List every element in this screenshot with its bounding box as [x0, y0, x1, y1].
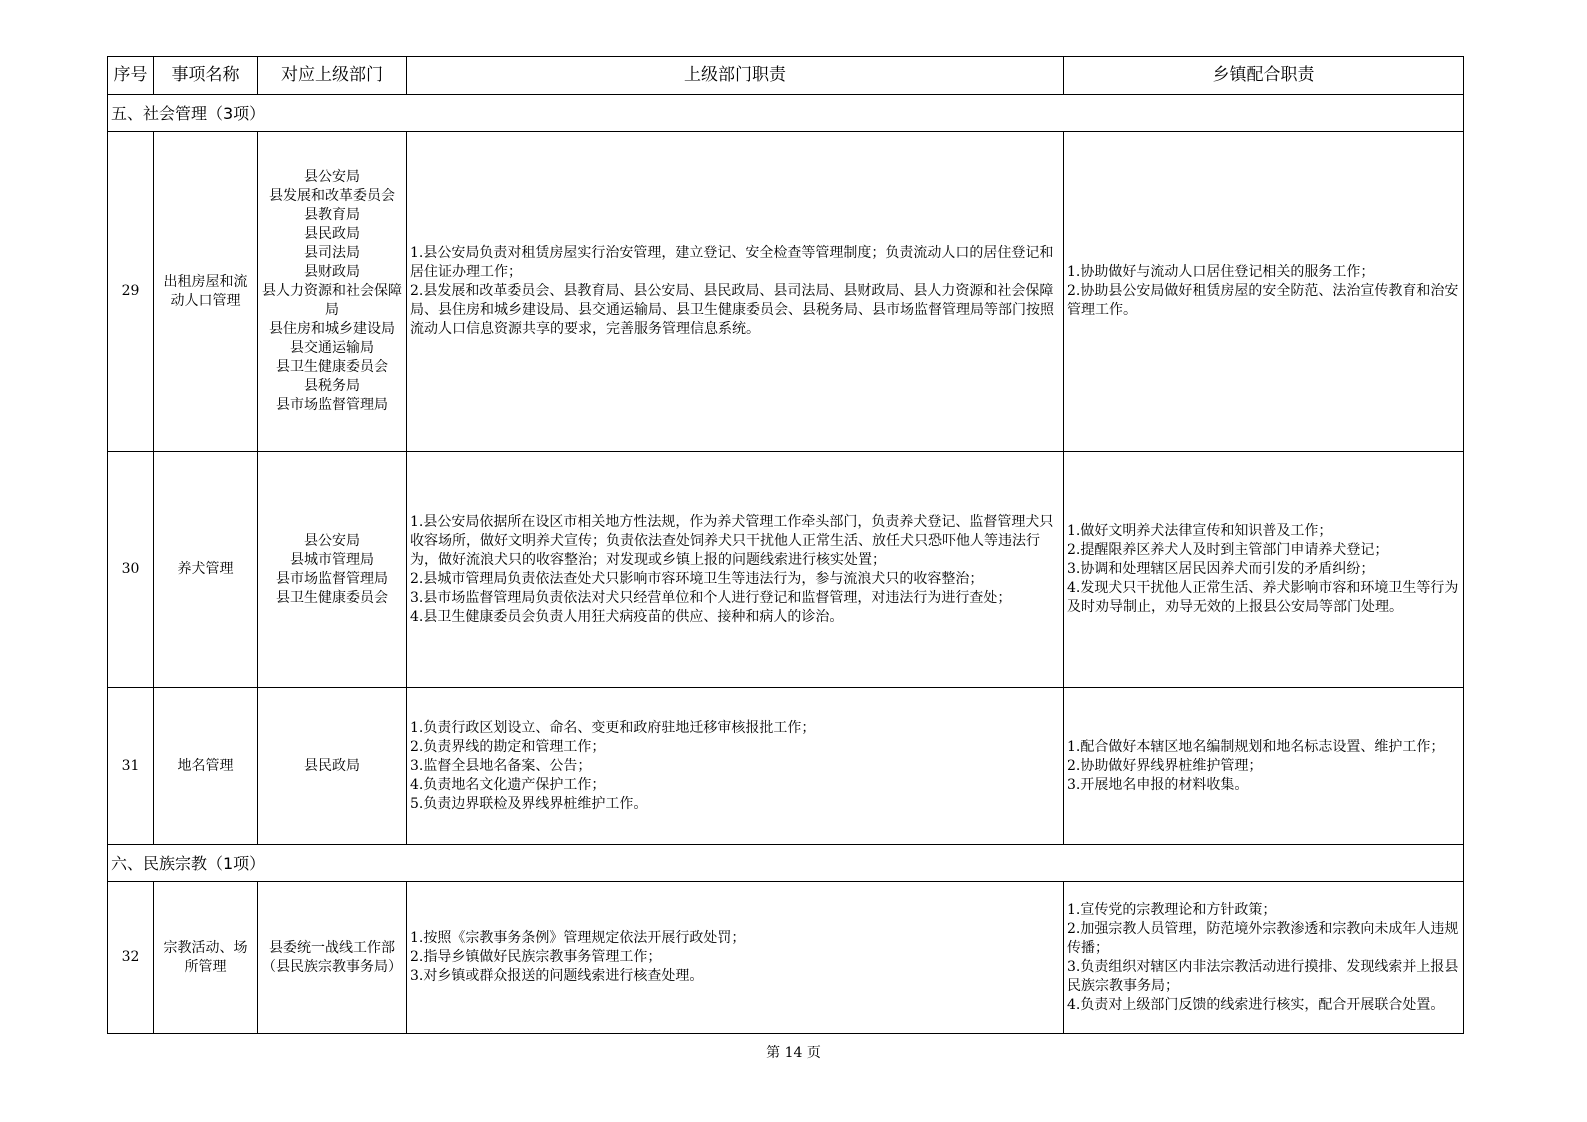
dept-line: 县委统一战线工作部（县民族宗教事务局）: [262, 939, 402, 975]
dept-line: 县市场监督管理局: [276, 570, 388, 587]
dept-line: 县财政局: [304, 264, 360, 280]
header-seq: 序号: [108, 57, 154, 95]
duty-line: 1.县公安局负责对租赁房屋实行治安管理，建立登记、安全检查等管理制度；负责流动人口的居住登记和居住证办理工作；: [410, 245, 1054, 280]
duty-line: 3.协调和处理辖区居民因养犬而引发的矛盾纠纷；: [1067, 561, 1375, 577]
section-title: 五、社会管理（3项）: [108, 95, 1464, 132]
responsibility-table: [107, 56, 1464, 1034]
table-row: [108, 688, 1464, 845]
duty-line: 1.做好文明养犬法律宣传和知识普及工作；: [1067, 523, 1333, 539]
page-number: 第 14 页: [766, 1045, 821, 1061]
table-row: [108, 132, 1464, 452]
dept-line: 县税务局: [304, 378, 360, 394]
dept-line: 县住房和城乡建设局: [269, 321, 395, 337]
header-name: 事项名称: [154, 57, 258, 95]
duty-line: 1.协助做好与流动人口居住登记相关的服务工作；: [1067, 264, 1375, 280]
section-title: 六、民族宗教（1项）: [108, 845, 1464, 882]
duty-line: 1.配合做好本辖区地名编制规划和地名标志设置、维护工作；: [1067, 738, 1445, 755]
row-seq: 32: [108, 882, 154, 1034]
row-depts: [258, 132, 407, 452]
section-row: [108, 95, 1464, 132]
dept-line: 县交通运输局: [290, 340, 374, 356]
duty-line: 1.负责行政区划设立、命名、变更和政府驻地迁移审核报批工作；: [410, 719, 816, 736]
row-name: 地名管理: [154, 688, 258, 845]
duty-line: 4.县卫生健康委员会负责人用狂犬病疫苗的供应、接种和病人的诊治。: [410, 608, 844, 625]
dept-line: 县公安局: [304, 532, 360, 549]
row-upper-duty: [407, 452, 1064, 688]
header-row: [108, 57, 1464, 95]
row-upper-duty: [407, 132, 1064, 452]
dept-line: 县教育局: [304, 207, 360, 223]
dept-line: 县人力资源和社会保障局: [262, 283, 402, 318]
duty-line: 1.宣传党的宗教理论和方针政策；: [1067, 901, 1277, 918]
row-depts: [258, 882, 407, 1034]
row-town-duty: [1064, 452, 1464, 688]
duty-line: 2.县城市管理局负责依法查处犬只影响市容环境卫生等违法行为，参与流浪犬只的收容整治；: [410, 570, 984, 587]
row-upper-duty: [407, 688, 1064, 845]
row-seq: 30: [108, 452, 154, 688]
row-upper-duty: [407, 882, 1064, 1034]
dept-line: 县司法局: [304, 245, 360, 261]
duty-line: 3.对乡镇或群众报送的问题线索进行核查处理。: [410, 968, 704, 984]
row-name: 养犬管理: [154, 452, 258, 688]
duty-line: 4.负责对上级部门反馈的线索进行核实，配合开展联合处置。: [1067, 996, 1445, 1013]
duty-line: 2.县发展和改革委员会、县教育局、县公安局、县民政局、县司法局、县财政局、县人力资源和社会保障局、县住房和城乡建设局、县交通运输局、县卫生健康委员会、县税务局、县市场监督管理局等部门按照流动人口信息资源共享的要求，完善服务管理信息系统。: [410, 283, 1054, 337]
duty-line: 4.发现犬只干扰他人正常生活、养犬影响市容和环境卫生等行为及时劝导制止，劝导无效的上报县公安局等部门处理。: [1067, 580, 1459, 615]
duty-line: 3.监督全县地名备案、公告；: [410, 757, 592, 774]
duty-line: 2.加强宗教人员管理，防范境外宗教渗透和宗教向未成年人违规传播；: [1067, 920, 1459, 956]
row-depts: [258, 688, 407, 845]
row-town-duty: [1064, 688, 1464, 845]
duty-line: 4.负责地名文化遗产保护工作；: [410, 776, 606, 793]
dept-line: 县城市管理局: [290, 551, 374, 568]
row-seq: 31: [108, 688, 154, 845]
row-town-duty: [1064, 132, 1464, 452]
row-depts: [258, 452, 407, 688]
row-seq: 29: [108, 132, 154, 452]
table-row: [108, 452, 1464, 688]
row-town-duty: [1064, 882, 1464, 1034]
duty-line: 1.按照《宗教事务条例》管理规定依法开展行政处罚；: [410, 930, 746, 946]
duty-line: 2.指导乡镇做好民族宗教事务管理工作；: [410, 949, 662, 965]
dept-line: 县民政局: [304, 226, 360, 242]
duty-line: 1.县公安局依据所在设区市相关地方性法规，作为养犬管理工作牵头部门，负责养犬登记、监督管理犬只收容场所，做好文明养犬宣传；负责依法查处饲养犬只干扰他人正常生活、放任犬只恐吓他人等违法行为，做好流浪犬只的收容整治；对发现或乡镇上报的问题线索进行核实处置；: [410, 513, 1054, 568]
dept-line: 县卫生健康委员会: [276, 359, 388, 375]
duty-line: 2.协助县公安局做好租赁房屋的安全防范、法治宣传教育和治安管理工作。: [1067, 283, 1459, 318]
section-row: [108, 845, 1464, 882]
dept-line: 县发展和改革委员会: [269, 188, 395, 204]
duty-line: 3.开展地名申报的材料收集。: [1067, 776, 1249, 793]
duty-line: 2.负责界线的勘定和管理工作；: [410, 738, 606, 755]
header-dept: 对应上级部门: [258, 57, 407, 95]
row-name: 出租房屋和流动人口管理: [154, 132, 258, 452]
row-name: 宗教活动、场所管理: [154, 882, 258, 1034]
header-upper-duty: 上级部门职责: [407, 57, 1064, 95]
duty-line: 2.提醒限养区养犬人及时到主管部门申请养犬登记；: [1067, 542, 1389, 558]
table-row: [108, 882, 1464, 1034]
dept-line: 县卫生健康委员会: [276, 589, 388, 606]
duty-line: 3.负责组织对辖区内非法宗教活动进行摸排、发现线索并上报县民族宗教事务局；: [1067, 958, 1459, 994]
dept-line: 县民政局: [304, 757, 360, 774]
header-town-duty: 乡镇配合职责: [1064, 57, 1464, 95]
dept-line: 县市场监督管理局: [276, 397, 388, 413]
dept-line: 县公安局: [304, 169, 360, 185]
duty-line: 5.负责边界联检及界线界桩维护工作。: [410, 795, 648, 812]
duty-line: 2.协助做好界线界桩维护管理；: [1067, 757, 1263, 774]
duty-line: 3.县市场监督管理局负责依法对犬只经营单位和个人进行登记和监督管理，对违法行为进行查处；: [410, 589, 1012, 606]
